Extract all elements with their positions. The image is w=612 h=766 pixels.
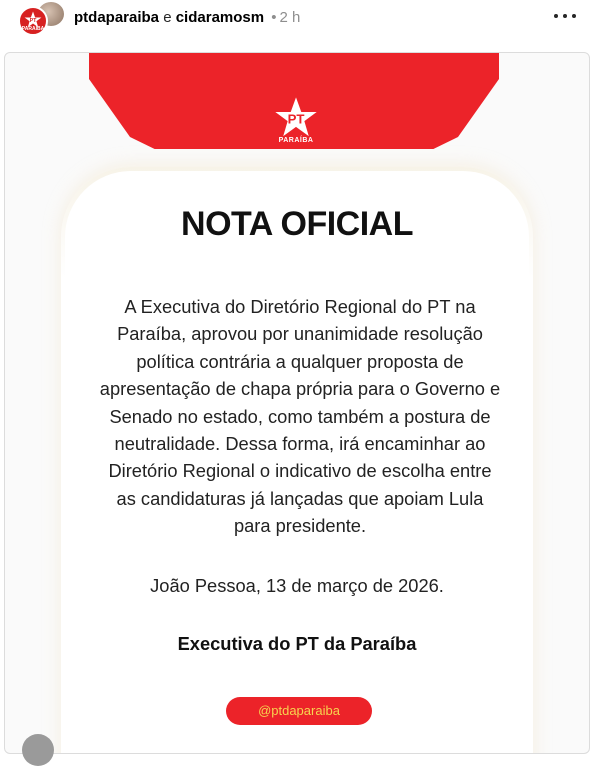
pt-logo (273, 95, 319, 153)
avatar-group[interactable] (16, 0, 68, 38)
username-cidaramosm[interactable]: cidaramosm (175, 9, 265, 26)
dateline: João Pessoa, 13 de março de 2026. (150, 575, 444, 596)
statement-line: Paraíba, aprovou por unanimidade resolução (117, 323, 483, 345)
statement-line: neutralidade. Dessa forma, irá encaminhar ao (114, 433, 486, 455)
more-dot (563, 14, 567, 18)
handle-badge: @ptdaparaiba (226, 697, 372, 725)
post-meta (74, 9, 300, 26)
signature: Executiva do PT da Paraíba (177, 633, 417, 654)
username-ptdaparaiba[interactable]: ptdaparaiba (74, 9, 160, 26)
statement-line: Senado no estado, como também a postura de (109, 405, 491, 427)
avatar-ptdaparaiba[interactable] (18, 6, 48, 36)
statement-body (91, 293, 509, 540)
statement-line: A Executiva do Diretório Regional do PT na (124, 296, 476, 317)
post-image[interactable] (4, 52, 590, 754)
pt-star-icon (274, 95, 318, 139)
pt-star-icon (24, 11, 42, 28)
more-dot (572, 14, 576, 18)
page-title: NOTA OFICIAL (181, 205, 413, 243)
statement-line: política contrária a qualquer proposta de (136, 350, 464, 372)
statement-line: Diretório Regional o indicativo de escolha entre (108, 460, 492, 482)
more-horizontal-icon[interactable] (554, 14, 576, 20)
more-dot (554, 14, 558, 18)
conjunction: e (163, 9, 172, 26)
user-avatar-partial[interactable] (22, 734, 54, 766)
avatar-subtext: PARAÍBA (21, 25, 45, 32)
logo-subtext: PARAÍBA (278, 137, 314, 144)
post-header (0, 0, 612, 38)
post-time[interactable]: 2 h (279, 9, 301, 26)
separator-dot: • (271, 9, 277, 26)
statement-line: apresentação de chapa própria para o Governo e (99, 378, 501, 400)
statement-line: para presidente. (233, 515, 367, 537)
statement-line: as candidaturas já lançadas que apoiam Lula (116, 487, 484, 509)
avatar-star-text: PT (29, 17, 37, 24)
logo-star-text: PT (287, 111, 305, 127)
